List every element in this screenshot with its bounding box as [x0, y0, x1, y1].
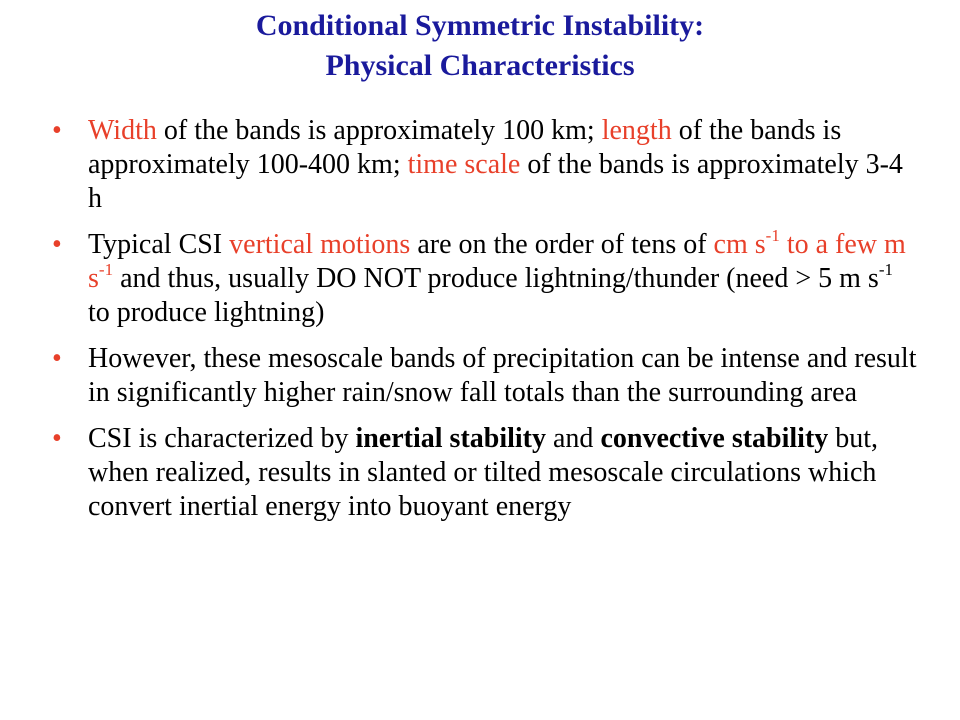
bullet-text: but, when realized, results in slanted or tilted mesoscale circulations which convert inertial energy into buoyant energy — [88, 423, 879, 522]
bullet-text: to a few m s — [88, 229, 906, 294]
bullet-text: inertial stability — [355, 423, 546, 454]
bullet-text: of the bands is approximately 100-400 km; — [88, 115, 842, 180]
bullet-text: of the bands is approximately 3-4 h — [88, 149, 903, 214]
bullet-icon: • — [52, 423, 62, 454]
bullet-text: of the bands is approximately 100 km; — [156, 115, 602, 146]
bullet-list — [48, 114, 918, 536]
title-line-1: Conditional Symmetric Instability: — [255, 9, 705, 42]
superscript: -1 — [765, 226, 780, 245]
bullet-text: CSI is characterized by — [88, 423, 356, 454]
bullet-text: vertical motions — [229, 229, 411, 260]
bullet-text: Width — [88, 115, 157, 146]
bullet-icon: • — [52, 115, 62, 146]
bullet-item-characterization — [48, 422, 918, 524]
slide-title — [0, 6, 960, 86]
bullet-item-intensity — [48, 342, 918, 410]
superscript: -1 — [98, 260, 114, 279]
bullet-text: length — [601, 115, 672, 146]
bullet-text: to produce lightning) — [88, 297, 325, 328]
superscript: -1 — [878, 260, 893, 279]
bullet-text: cm s — [713, 229, 766, 260]
bullet-icon: • — [52, 229, 62, 260]
bullet-item-dimensions — [48, 114, 918, 216]
bullet-text: and — [546, 423, 601, 454]
bullet-text: convective stability — [600, 423, 829, 454]
title-line-2: Physical Characteristics — [325, 49, 635, 82]
bullet-text: and thus, usually DO NOT produce lightning/thunder (need > 5 m s — [113, 263, 879, 294]
bullet-text: However, these mesoscale bands of precipitation can be intense and result in significantly higher rain/snow fall totals than the surrounding area — [88, 343, 917, 408]
bullet-item-vertical-motions — [48, 228, 918, 330]
bullet-text: are on the order of tens of — [410, 229, 714, 260]
bullet-icon: • — [52, 343, 62, 374]
bullet-text: Typical CSI — [88, 229, 230, 260]
bullet-text: time scale — [407, 149, 521, 180]
